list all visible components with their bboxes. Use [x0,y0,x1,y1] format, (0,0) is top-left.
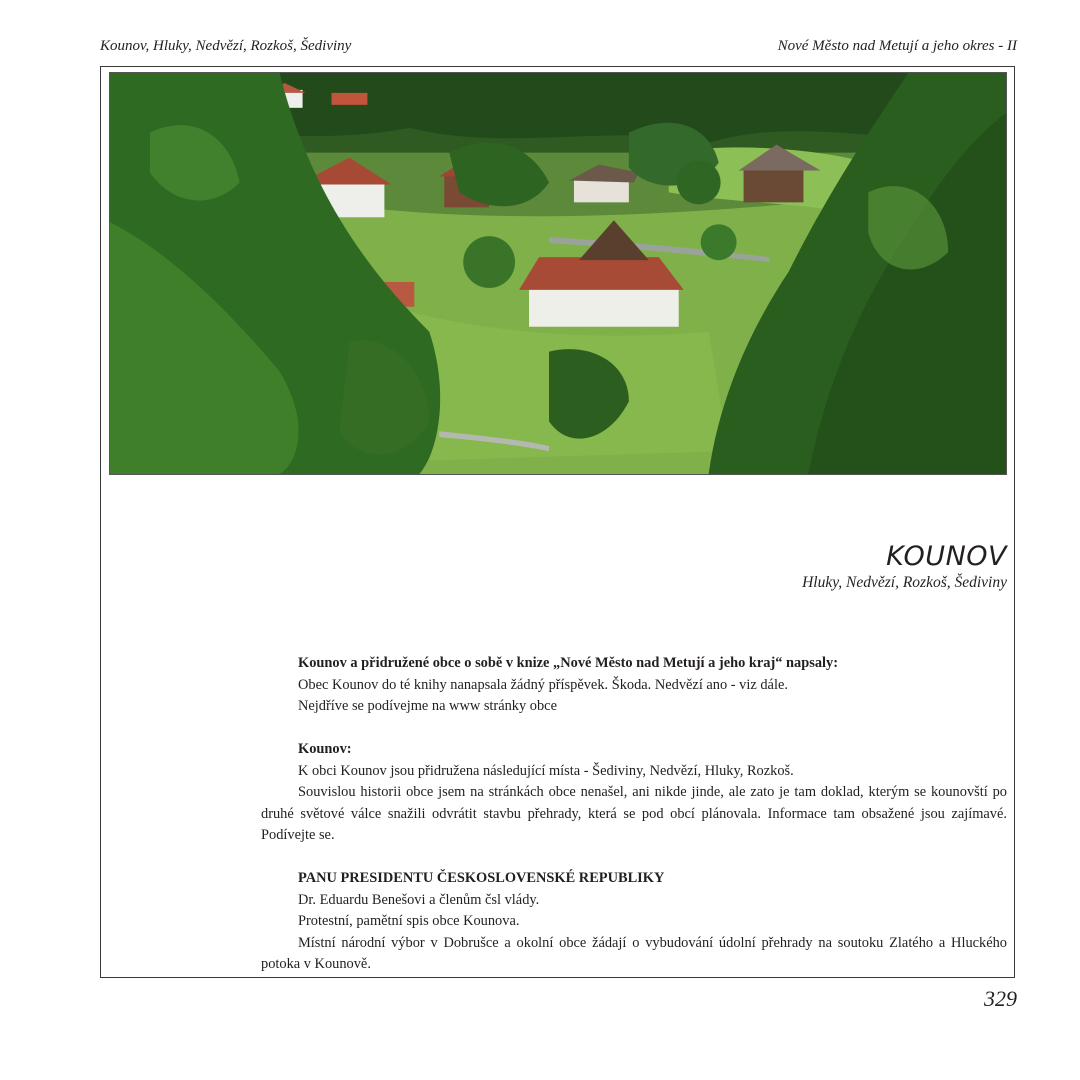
kounov-paragraph: Souvislou historii obce jsem na stránkách obce nenašel, ani nikde jinde, ale zato je tam doklad, kterým se kounovští po druhé světové válce snažili odvrátit stavbu přehrady, která se pod obcí plánovala. Informace tam obsažené jsou zajímavé. Podívejte se. [261,784,1007,843]
intro-line: Obec Kounov do té knihy nanapsala žádný příspěvek. Škoda. Nedvězí ano - viz dále. [298,676,788,693]
kounov-heading: Kounov: [298,741,352,757]
letter-paragraph: Místní národní výbor v Dobrušce a okolní obce žádají o vybudování údolní přehrady na soutoku Zlatého a Hluckého potoka v Kounově. [261,934,1007,972]
running-header-left: Kounov, Hluky, Nedvězí, Rozkoš, Šediviny [100,38,352,54]
intro-line: Nejdříve se podívejme na www stránky obce [298,698,557,714]
article-title: KOUNOV [886,541,1007,572]
running-header-right: Nové Město nad Metují a jeho okres - II [777,38,1017,54]
letter-heading: PANU PRESIDENTU ČESKOSLOVENSKÉ REPUBLIKY [298,870,665,886]
village-landscape-photo [109,72,1007,475]
kounov-line: K obci Kounov jsou přidružena následující místa - Šediviny, Nedvězí, Hluky, Rozkoš. [298,762,794,779]
letter-line: Protestní, pamětní spis obce Kounova. [298,913,520,929]
letter-line: Dr. Eduardu Benešovi a členům čsl vlády. [298,891,540,908]
article-body [261,653,1007,976]
intro-heading: Kounov a přidružené obce o sobě v knize „Nové Město nad Metují a jeho kraj“ napsaly: [298,655,839,671]
page-number: 329 [984,986,1017,1011]
article-subtitle: Hluky, Nedvězí, Rozkoš, Šediviny [802,574,1007,591]
